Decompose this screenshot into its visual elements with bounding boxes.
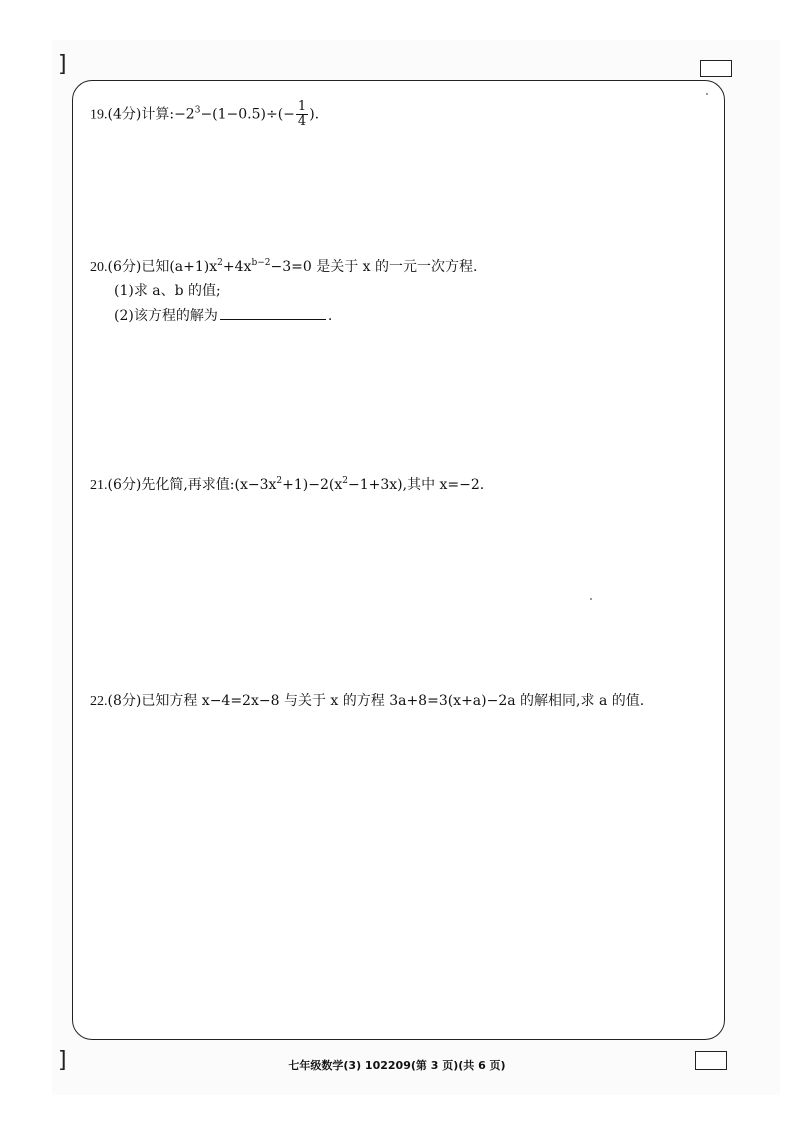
question-points: (8分) <box>107 693 142 709</box>
question-points: (4分) <box>107 106 142 123</box>
exponent: 2 <box>342 476 348 486</box>
question-text: +4x <box>222 259 252 275</box>
exponent: 2 <box>276 476 283 486</box>
binding-bracket-top: ] <box>58 52 67 77</box>
question-number: 22. <box>90 694 108 709</box>
scan-speck <box>706 93 708 95</box>
subquestion-suffix: . <box>327 308 333 324</box>
subquestion-text: (2)该方程的解为 <box>114 308 218 324</box>
question-20-part-1: (1)求 a、b 的值; <box>114 283 221 299</box>
question-20-part-2 <box>114 305 332 325</box>
expression-part: −2 <box>174 106 195 123</box>
question-number: 19. <box>90 107 108 123</box>
question-prefix: 计算: <box>141 106 175 123</box>
fraction-denominator: 4 <box>297 114 307 129</box>
question-text: 已知(a+1)x <box>141 259 218 275</box>
exponent: 3 <box>194 105 201 116</box>
answer-area <box>72 80 725 1040</box>
question-text: 已知方程 x−4=2x−8 与关于 x 的方程 3a+8=3(x+a)−2a 的解相同,求 a 的值. <box>141 693 645 709</box>
fraction <box>296 100 308 129</box>
question-points: (6分) <box>107 477 142 493</box>
question-number: 21. <box>90 478 108 493</box>
corner-marker-top <box>700 60 732 77</box>
question-text: 先化简,再求值:(x−3x <box>141 477 277 493</box>
question-text: +1)−2(x <box>282 477 343 493</box>
scan-speck <box>590 598 592 600</box>
expression-part: −(1−0.5)÷(− <box>200 106 295 123</box>
question-text: −3=0 是关于 x 的一元一次方程. <box>270 259 478 275</box>
expression-part: ). <box>309 106 320 123</box>
question-text: −1+3x),其中 x=−2. <box>347 477 485 493</box>
page-footer: 七年级数学(3) 102209(第 3 页)(共 6 页) <box>288 1059 506 1072</box>
fraction-numerator: 1 <box>297 99 307 114</box>
question-points: (6分) <box>107 259 142 275</box>
question-number: 20. <box>90 260 108 275</box>
question-19 <box>90 100 319 129</box>
binding-bracket-bottom: ] <box>58 1048 67 1073</box>
exponent: 2 <box>217 258 223 268</box>
exponent: b−2 <box>251 258 271 268</box>
question-22 <box>90 692 644 711</box>
answer-blank[interactable] <box>220 305 326 320</box>
question-21 <box>90 476 484 495</box>
question-20 <box>90 258 477 277</box>
